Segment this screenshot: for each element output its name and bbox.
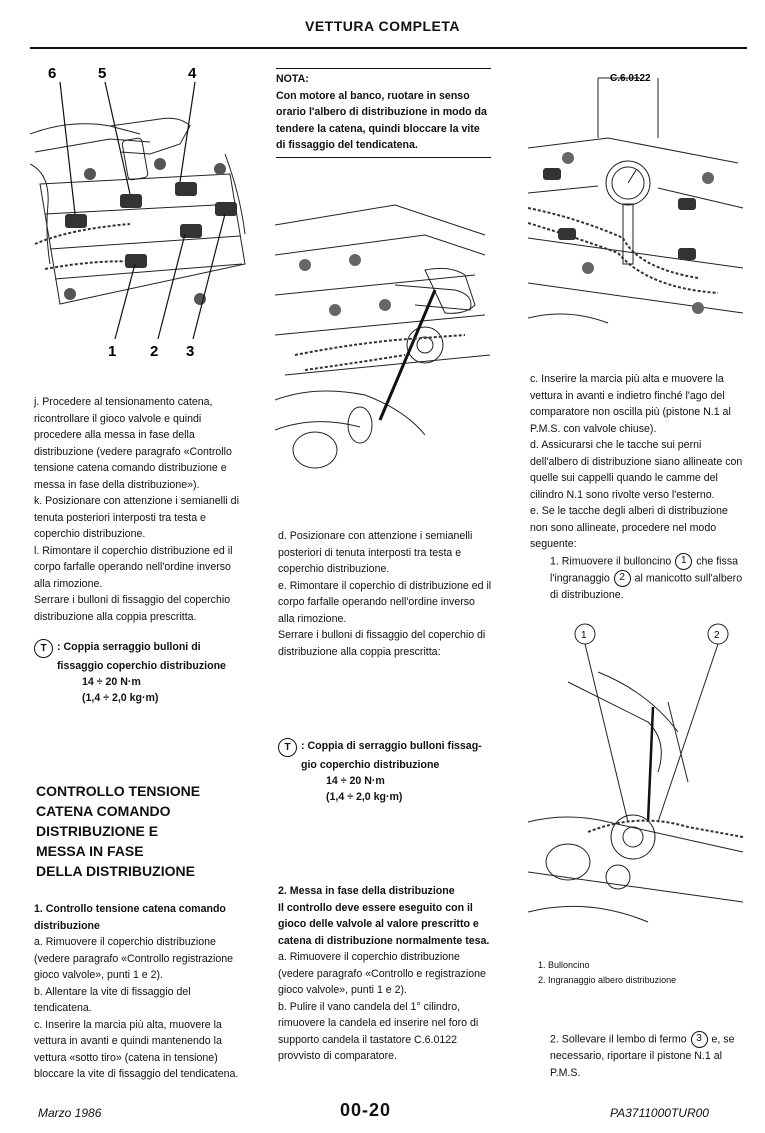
subheading: 1. Controllo tensione catena comando distribuzione: [34, 903, 226, 932]
step-text: e, se necessario, riportare il pistone N.1 al P.M.S.: [550, 1033, 735, 1079]
nota-box: [276, 71, 491, 154]
torque-line: : Coppia serraggio bulloni di: [57, 641, 201, 653]
step-text: al manicotto sull'albero di distribuzione.: [550, 571, 743, 601]
tool-label: C.6.0122: [610, 73, 651, 84]
figure-gear-removal: [528, 622, 748, 942]
caption-item: 1. Bulloncino: [538, 960, 590, 970]
column-3-text: [530, 371, 745, 603]
page-title: VETTURA COMPLETA: [305, 18, 460, 34]
nota-rule-bottom: [276, 157, 491, 158]
figure-caption: [538, 958, 748, 988]
step-1: [530, 553, 745, 604]
column-1-text: [34, 394, 249, 706]
callout-6: 6: [48, 65, 57, 82]
column-1b-text: [34, 901, 249, 1083]
paragraph-a: a. Rimuovere il coperchio distribuzione (vedere paragrafo «Controllo e registrazione gioco valvole», punti 1 e 2).: [278, 951, 486, 996]
paragraph-a: a. Rimuovere il coperchio distribuzione (vedere paragrafo «Controllo registrazione gioco valvole», punti 1 e 2).: [34, 936, 234, 981]
paragraph-e: e. Se le tacche degli alberi di distribuzione non sono allineate, procedere nel modo seguente:: [530, 505, 728, 550]
section-heading: [36, 781, 256, 881]
column-2b-text: [278, 883, 493, 1065]
callout-2: 2: [714, 630, 720, 641]
torque-value: 14 ÷ 20 N·m: [326, 775, 385, 787]
torque-spec-2: [278, 738, 493, 805]
nota-rule-top: [276, 68, 491, 69]
heading-line: DISTRIBUZIONE E: [36, 823, 159, 839]
paragraph-e: e. Rimontare il coperchio di distribuzione ed il corpo farfalle operando nell'ordine inverso alla rimozione.: [278, 579, 492, 625]
callout-3: 3: [186, 343, 195, 360]
paragraph-c: c. Inserire la marcia più alta e muovere la vettura in avanti e indietro finché l'ago del comparatore non oscilla più (pistone N.1 al P.M.S. con valvole chiuse).: [530, 373, 731, 435]
nota-text: Con motore al banco, ruotare in senso orario l'albero di distribuzione in modo da tendere la catena, quindi bloccare la vite di fissaggio del tendicatena.: [276, 89, 487, 151]
paragraph-c: c. Inserire la marcia più alta, muovere la vettura in avanti e quindi mantenendo la vettura «sotto tiro» (catena in tensione) bloccare la vite di fissaggio del tendicatena.: [34, 1018, 239, 1080]
paragraph-b: b. Allentare la vite di fissaggio del tendicatena.: [34, 985, 191, 1014]
figure-chain-tension: [275, 195, 495, 495]
figure-camshaft-caps: [30, 64, 250, 364]
column-3b-text: [530, 1031, 745, 1081]
torque-line: gio coperchio distribuzione: [301, 759, 440, 771]
step-text: che fissa l'ingranaggio: [550, 554, 739, 584]
paragraph-serrare: Serrare i bulloni di fissaggio del coperchio di distribuzione alla coppia prescritta:: [278, 629, 486, 658]
callout-4: 4: [188, 65, 197, 82]
torque-symbol: T: [278, 738, 297, 757]
figure-comparator: [528, 68, 748, 338]
torque-value: 14 ÷ 20 N·m: [82, 676, 141, 688]
torque-value: (1,4 ÷ 2,0 kg·m): [326, 791, 403, 803]
step-text: 1. Rimuovere il bulloncino: [550, 554, 672, 567]
torque-spec-1: [34, 639, 249, 706]
column-2-text: [278, 528, 493, 660]
page-number: 00-20: [340, 1100, 392, 1120]
paragraph-k: k. Posizionare con attenzione i semianelli di tenuta posteriori interposti tra testa e coperchio distribuzione.: [34, 495, 239, 540]
paragraph-d: d. Posizionare con attenzione i semianelli posteriori di tenuta interposti tra testa e coperchio distribuzione.: [278, 530, 473, 575]
subheading: 2. Messa in fase della distribuzione: [278, 885, 455, 897]
bold-note: Il controllo deve essere eseguito con il gioco delle valvole al valore prescritto e catena di distribuzione normalmente tesa.: [278, 901, 490, 947]
heading-line: DELLA DISTRIBUZIONE: [36, 863, 195, 879]
torque-line: : Coppia di serraggio bulloni fissag-: [301, 740, 482, 752]
step-text: 2. Sollevare il lembo di fermo: [550, 1033, 687, 1046]
ref-circle: 2: [614, 570, 631, 587]
paragraph-serrare: Serrare i bulloni di fissaggio del coperchio distribuzione alla coppia prescritta.: [34, 594, 231, 623]
step-2: [530, 1031, 745, 1081]
callout-2: 2: [150, 343, 159, 360]
ref-circle: 3: [691, 1031, 708, 1048]
heading-line: CONTROLLO TENSIONE: [36, 783, 201, 799]
callout-1: 1: [581, 630, 587, 641]
callout-5: 5: [98, 65, 107, 82]
callout-1: 1: [108, 343, 117, 360]
heading-line: CATENA COMANDO: [36, 803, 171, 819]
footer-date: Marzo 1986: [38, 1106, 102, 1120]
paragraph-d: d. Assicurarsi che le tacche sui perni dell'albero di distribuzione siano allineate con quelle sui cappelli quando le camme del cilindro N.1 sono rivolte verso l'esterno.: [530, 439, 743, 501]
heading-line: MESSA IN FASE: [36, 843, 144, 859]
torque-symbol: T: [34, 639, 53, 658]
doc-code: PA3711000TUR00: [610, 1106, 709, 1120]
paragraph-l: l. Rimontare il coperchio distribuzione ed il corpo farfalle operando nell'ordine inverso alla rimozione.: [34, 544, 233, 590]
caption-item: 2. Ingranaggio albero distribuzione: [538, 975, 677, 985]
paragraph-j: j. Procedere al tensionamento catena, ricontrollare il gioco valvole e quindi procedere alla messa in fase della distribuzione (vedere paragrafo «Controllo tensione catena comando distribuzione e messa in fase della distribuzione»).: [34, 396, 232, 491]
torque-value: (1,4 ÷ 2,0 kg·m): [82, 692, 159, 704]
paragraph-b: b. Pulire il vano candela del 1° cilindro, rimuovere la candela ed inserire nel foro di supporto candela il tastatore C.6.0122 provvisto di comparatore.: [278, 1000, 479, 1062]
torque-line: fissaggio coperchio distribuzione: [57, 660, 226, 672]
header-rule: [30, 47, 747, 49]
nota-heading: NOTA:: [276, 73, 309, 85]
ref-circle: 1: [675, 553, 692, 570]
